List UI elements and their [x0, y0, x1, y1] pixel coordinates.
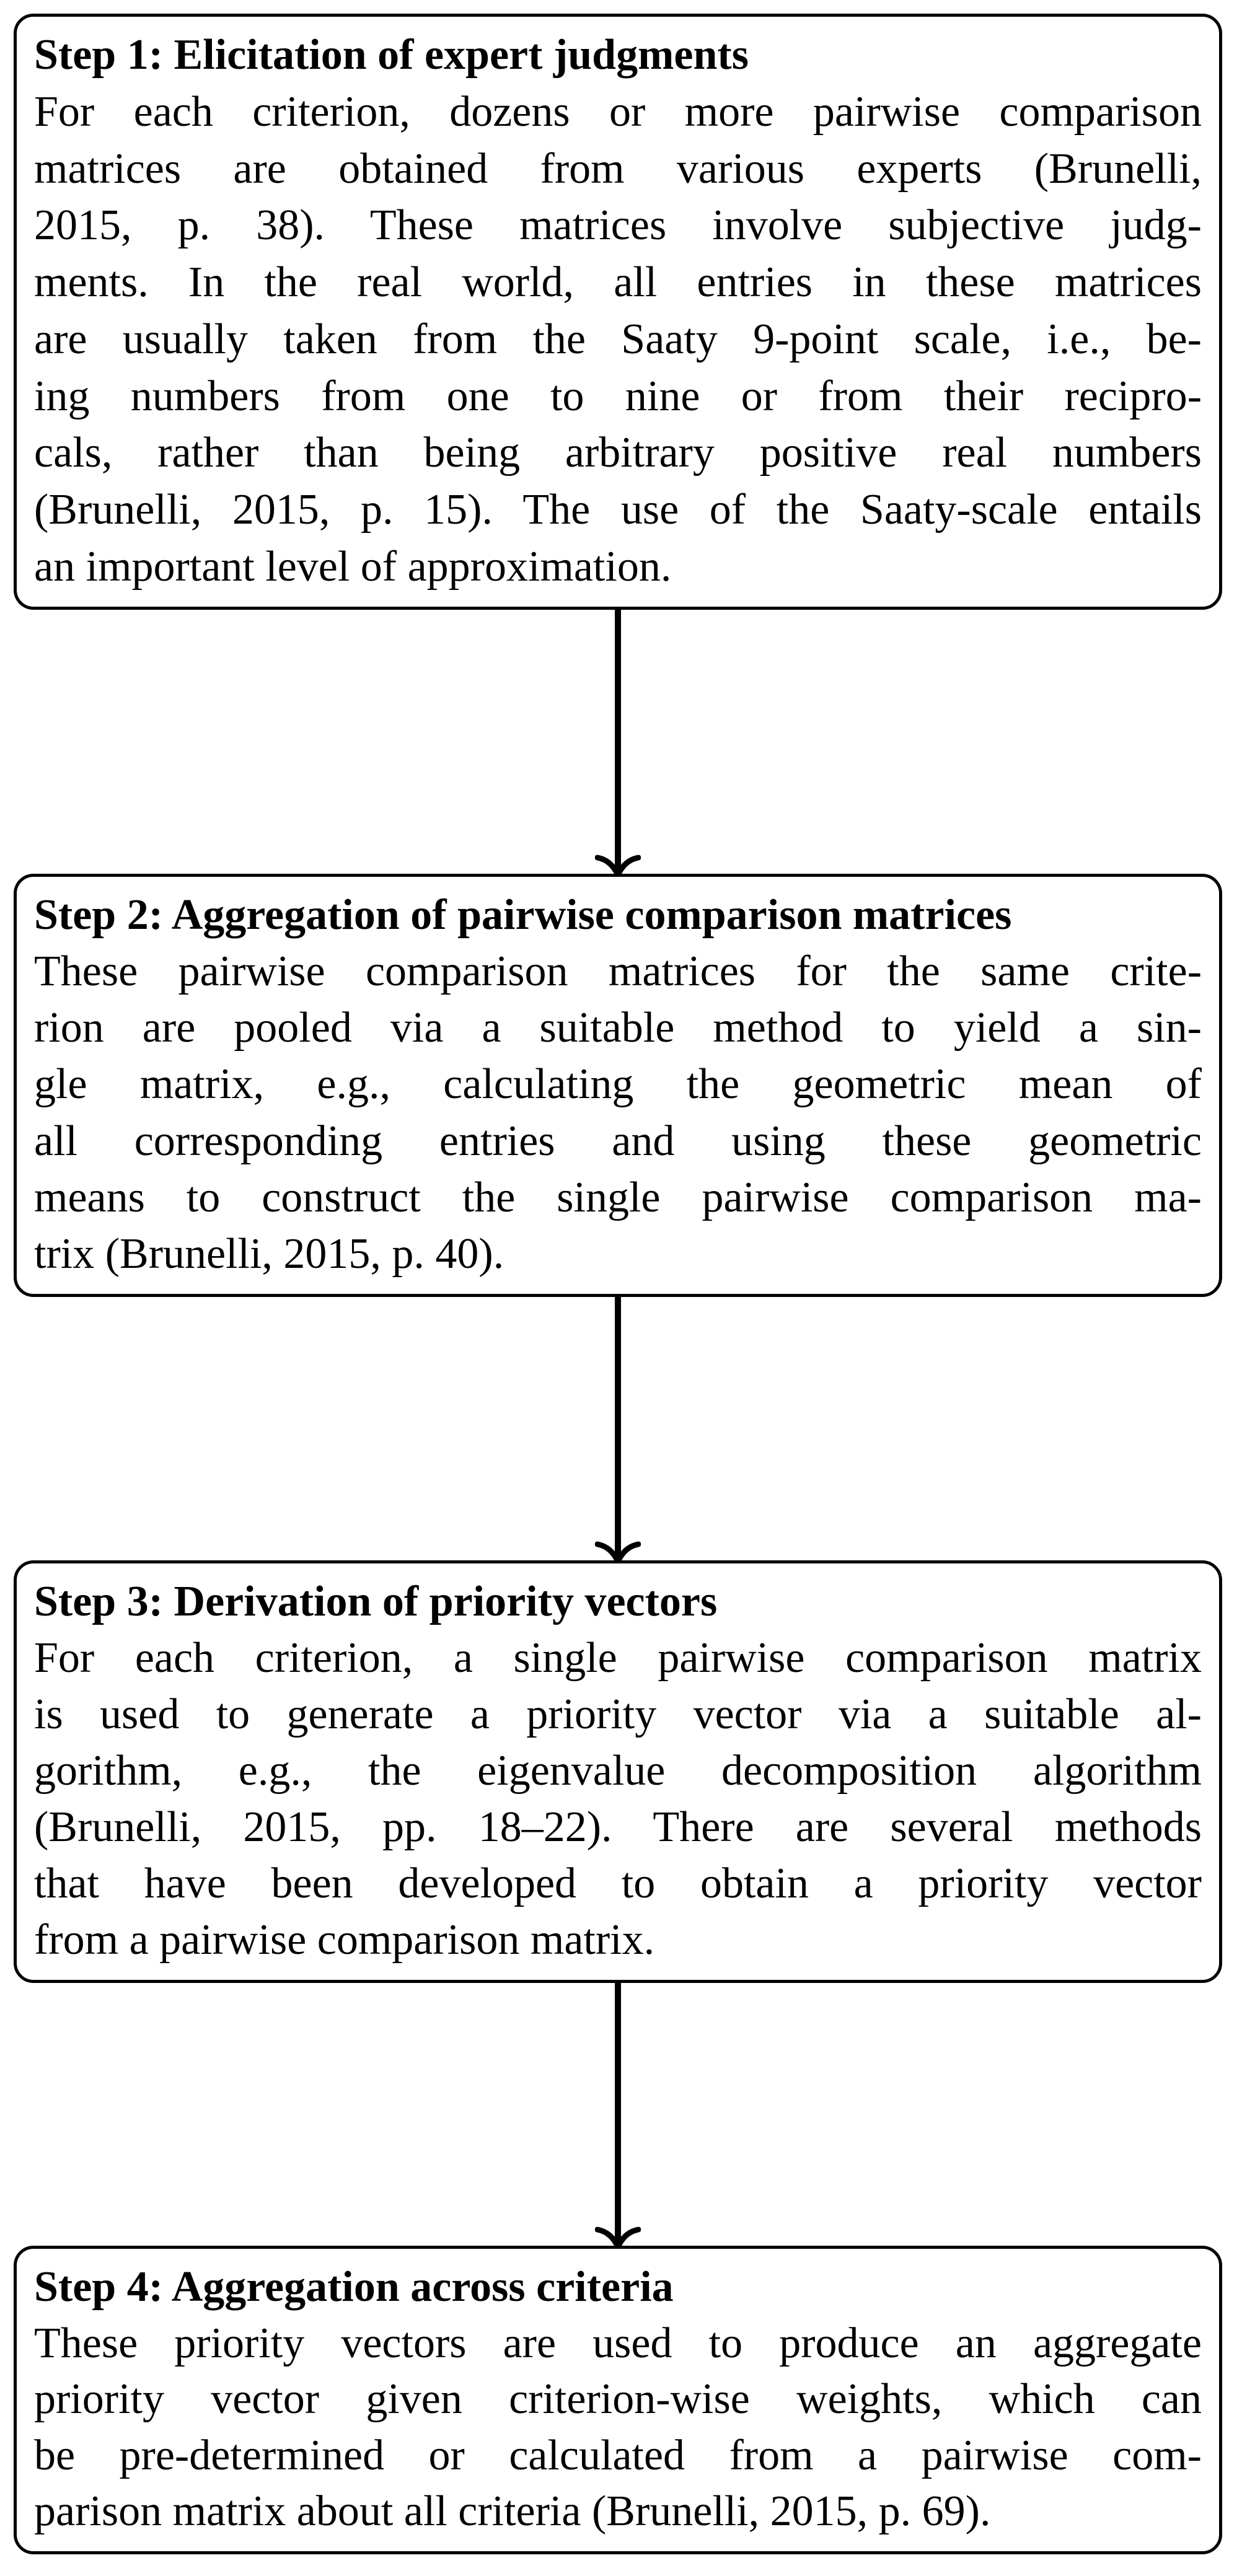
step-2-line: means to construct the single pairwise comparison ma-: [34, 1173, 1202, 1221]
step-3-box: [14, 1560, 1222, 1983]
step-2-line: gle matrix, e.g., calculating the geometric mean of: [34, 1060, 1202, 1109]
arrow-shaft: [615, 610, 621, 875]
arrow-step-3-to-4: [615, 1983, 621, 2247]
step-4-title: Step 4: Aggregation across criteria: [34, 2263, 674, 2311]
arrow-head-icon: [595, 851, 641, 876]
step-1-box: [14, 14, 1222, 610]
step-3-title: Step 3: Derivation of priority vectors: [34, 1578, 718, 1625]
arrow-head-icon: [595, 2223, 641, 2248]
step-4-box: [14, 2246, 1222, 2554]
step-4-line: priority vector given criterion-wise weights, which can: [34, 2375, 1202, 2423]
step-2-box: [14, 874, 1222, 1297]
step-4-line: parison matrix about all criteria (Brunelli, 2015, p. 69).: [34, 2487, 991, 2535]
step-2-line: all corresponding entries and using these geometric: [34, 1117, 1202, 1165]
step-1-line: an important level of approximation.: [34, 542, 672, 591]
step-3-line: For each criterion, a single pairwise comparison matrix: [34, 1634, 1202, 1682]
step-4-line: These priority vectors are used to produce an aggregate: [34, 2319, 1202, 2367]
step-2-line: rion are pooled via a suitable method to yield a sin-: [34, 1004, 1202, 1052]
step-2-line: trix (Brunelli, 2015, p. 40).: [34, 1229, 504, 1278]
step-3-line: that have been developed to obtain a priority vector: [34, 1860, 1202, 1907]
step-1-line: For each criterion, dozens or more pairwise comparison: [34, 87, 1202, 136]
step-2-title: Step 2: Aggregation of pairwise comparison matrices: [34, 891, 1012, 939]
arrow-shaft: [615, 1983, 621, 2247]
step-1-line: matrices are obtained from various experts (Brunelli,: [34, 144, 1202, 193]
step-3-line: (Brunelli, 2015, pp. 18–22). There are several methods: [34, 1803, 1202, 1851]
step-1-line: 2015, p. 38). These matrices involve subjective judg-: [34, 201, 1202, 250]
step-1-line: (Brunelli, 2015, p. 15). The use of the Saaty-scale entails: [34, 486, 1202, 534]
step-4-line: be pre-determined or calculated from a pairwise com-: [34, 2431, 1202, 2479]
step-1-line: cals, rather than being arbitrary positive real numbers: [34, 429, 1202, 477]
arrow-shaft: [615, 1297, 621, 1562]
step-2-line: These pairwise comparison matrices for the same crite-: [34, 947, 1202, 996]
arrow-step-1-to-2: [615, 610, 621, 875]
arrow-head-icon: [595, 1538, 641, 1563]
step-3-line: from a pairwise comparison matrix.: [34, 1916, 655, 1964]
step-1-line: ing numbers from one to nine or from their recipro-: [34, 372, 1202, 420]
step-1-line: ments. In the real world, all entries in these matrices: [34, 258, 1202, 307]
step-1-title: Step 1: Elicitation of expert judgments: [34, 31, 749, 79]
step-3-line: gorithm, e.g., the eigenvalue decomposition algorithm: [34, 1747, 1202, 1795]
arrow-step-2-to-3: [615, 1297, 621, 1562]
step-3-line: is used to generate a priority vector via a suitable al-: [34, 1690, 1202, 1738]
step-1-line: are usually taken from the Saaty 9-point scale, i.e., be-: [34, 315, 1202, 363]
